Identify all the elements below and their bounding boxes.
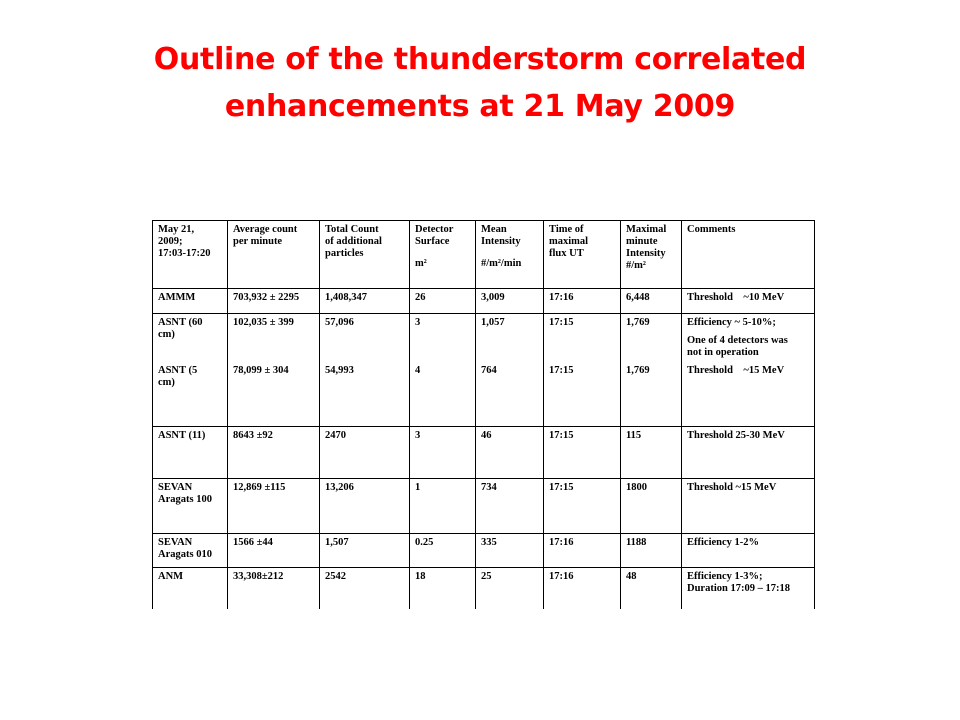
header-text: minute [626, 236, 658, 247]
header-average-count [228, 221, 320, 289]
header-mean-intensity [476, 221, 544, 289]
cell-detector [153, 534, 228, 568]
cell-detector: ANM [153, 568, 228, 610]
cell-text: 17:15 [549, 365, 574, 376]
header-total-count [320, 221, 410, 289]
header-time-max-flux [544, 221, 621, 289]
cell-detector [153, 314, 228, 427]
cell-total-count: 2542 [320, 568, 410, 610]
header-unit [481, 258, 540, 270]
header-date-line: May 21, [158, 224, 195, 235]
cell-text: Efficiency ~ 5-10%; [687, 317, 776, 328]
header-text: Maximal [626, 224, 667, 235]
header-text: Total Count [325, 224, 379, 235]
cell-total-count: 13,206 [320, 479, 410, 534]
header-date-line: 2009; [158, 236, 183, 247]
header-text: Comments [687, 224, 736, 235]
cell-surface: 18 [410, 568, 476, 610]
cell-text: 102,035 ± 399 [233, 317, 294, 328]
unit-superscript: 2 [497, 259, 501, 265]
slide-title-line-2: enhancements at 21 May 2009 [224, 89, 736, 124]
cell-text: Aragats 010 [158, 549, 212, 560]
header-text: Average count [233, 224, 298, 235]
cell-mean-intensity: 335 [476, 534, 544, 568]
cell-text: cm) [158, 329, 175, 340]
unit-text: m [415, 258, 424, 269]
header-text: Surface [415, 236, 450, 247]
table-row [153, 427, 815, 479]
cell-surface: 1 [410, 479, 476, 534]
header-text: maximal [549, 236, 589, 247]
cell-mean-intensity [476, 314, 544, 427]
cell-max-intensity: 48 [621, 568, 682, 610]
cell-text: Efficiency 1-3%; [687, 571, 763, 582]
table-row [153, 289, 815, 314]
cell-average-count: 703,932 ± 2295 [228, 289, 320, 314]
cell-text: SEVAN [158, 482, 193, 493]
cell-text: Duration 17:09 – 17:18 [687, 583, 790, 594]
cell-max-intensity: 1800 [621, 479, 682, 534]
cell-average-count: 8643 ±92 [228, 427, 320, 479]
cell-text: ASNT (60 [158, 317, 203, 328]
cell-comments: Threshold ~15 MeV [682, 479, 815, 534]
cell-text: 57,096 [325, 317, 354, 328]
unit-text: #/m [626, 260, 643, 271]
cell-max-intensity: 115 [621, 427, 682, 479]
cell-mean-intensity: 25 [476, 568, 544, 610]
cell-average-count: 1566 ±44 [228, 534, 320, 568]
header-text: Mean [481, 224, 507, 235]
cell-comments: Threshold 25-30 MeV [682, 427, 815, 479]
cell-detector [153, 479, 228, 534]
cell-time: 17:16 [544, 568, 621, 610]
cell-mean-intensity: 3,009 [476, 289, 544, 314]
cell-average-count: 12,869 ±115 [228, 479, 320, 534]
cell-average-count: 33,308±212 [228, 568, 320, 610]
cell-total-count: 2470 [320, 427, 410, 479]
cell-max-intensity: 6,448 [621, 289, 682, 314]
header-text: Time of [549, 224, 584, 235]
header-unit [415, 258, 472, 270]
cell-text: 1,769 [626, 317, 650, 328]
header-date-line: 17:03-17:20 [158, 248, 211, 259]
cell-comments [682, 314, 815, 427]
cell-time: 17:16 [544, 289, 621, 314]
cell-text: 764 [481, 365, 497, 376]
cell-detector: AMMM [153, 289, 228, 314]
cell-max-intensity [621, 314, 682, 427]
cell-comments [682, 568, 815, 610]
unit-superscript: 2 [423, 259, 427, 265]
slide-title-line-1: Outline of the thunderstorm correlated [153, 42, 807, 77]
cell-detector: ASNT (11) [153, 427, 228, 479]
cell-time [544, 314, 621, 427]
header-text: of additional [325, 236, 382, 247]
cell-text: cm) [158, 377, 175, 388]
header-date [153, 221, 228, 289]
header-text: Intensity [481, 236, 521, 247]
cell-total-count [320, 314, 410, 427]
cell-text: 3 [415, 317, 421, 328]
cell-text: 4 [415, 365, 421, 376]
header-text: per minute [233, 236, 283, 247]
cell-total-count: 1,408,347 [320, 289, 410, 314]
cell-surface: 26 [410, 289, 476, 314]
header-text: Intensity [626, 248, 666, 259]
table-row [153, 568, 815, 610]
table-row [153, 534, 815, 568]
cell-text: Aragats 100 [158, 494, 212, 505]
cell-text: 78,099 ± 304 [233, 365, 289, 376]
cell-text: ASNT (5 [158, 365, 198, 376]
cell-surface: 3 [410, 427, 476, 479]
slide-title [0, 36, 960, 130]
cell-max-intensity: 1188 [621, 534, 682, 568]
cell-text: 1,769 [626, 365, 650, 376]
cell-text: Threshold ~15 MeV [687, 365, 785, 376]
unit-text: #/m [481, 258, 498, 269]
cell-surface [410, 314, 476, 427]
header-unit [626, 260, 678, 272]
cell-text: 1,057 [481, 317, 505, 328]
cell-time: 17:16 [544, 534, 621, 568]
header-detector-surface [410, 221, 476, 289]
cell-mean-intensity: 734 [476, 479, 544, 534]
cell-time: 17:15 [544, 479, 621, 534]
unit-text: /min [500, 258, 522, 269]
header-text: Detector [415, 224, 454, 235]
data-table [152, 220, 815, 609]
cell-text: 17:15 [549, 317, 574, 328]
header-comments [682, 221, 815, 289]
header-row [153, 221, 815, 289]
cell-mean-intensity: 46 [476, 427, 544, 479]
header-text: particles [325, 248, 364, 259]
cell-text: One of 4 detectors was [687, 335, 788, 346]
header-max-minute-intensity [621, 221, 682, 289]
cell-comments: Threshold ~10 MeV [682, 289, 815, 314]
header-text: flux UT [549, 248, 584, 259]
cell-comments: Efficiency 1-2% [682, 534, 815, 568]
cell-text: 54,993 [325, 365, 354, 376]
cell-text: not in operation [687, 347, 759, 358]
unit-superscript: 2 [642, 261, 646, 267]
table-row [153, 479, 815, 534]
cell-time: 17:15 [544, 427, 621, 479]
cell-surface: 0.25 [410, 534, 476, 568]
table-row [153, 314, 815, 427]
cell-average-count [228, 314, 320, 427]
cell-total-count: 1,507 [320, 534, 410, 568]
cell-text: SEVAN [158, 537, 193, 548]
